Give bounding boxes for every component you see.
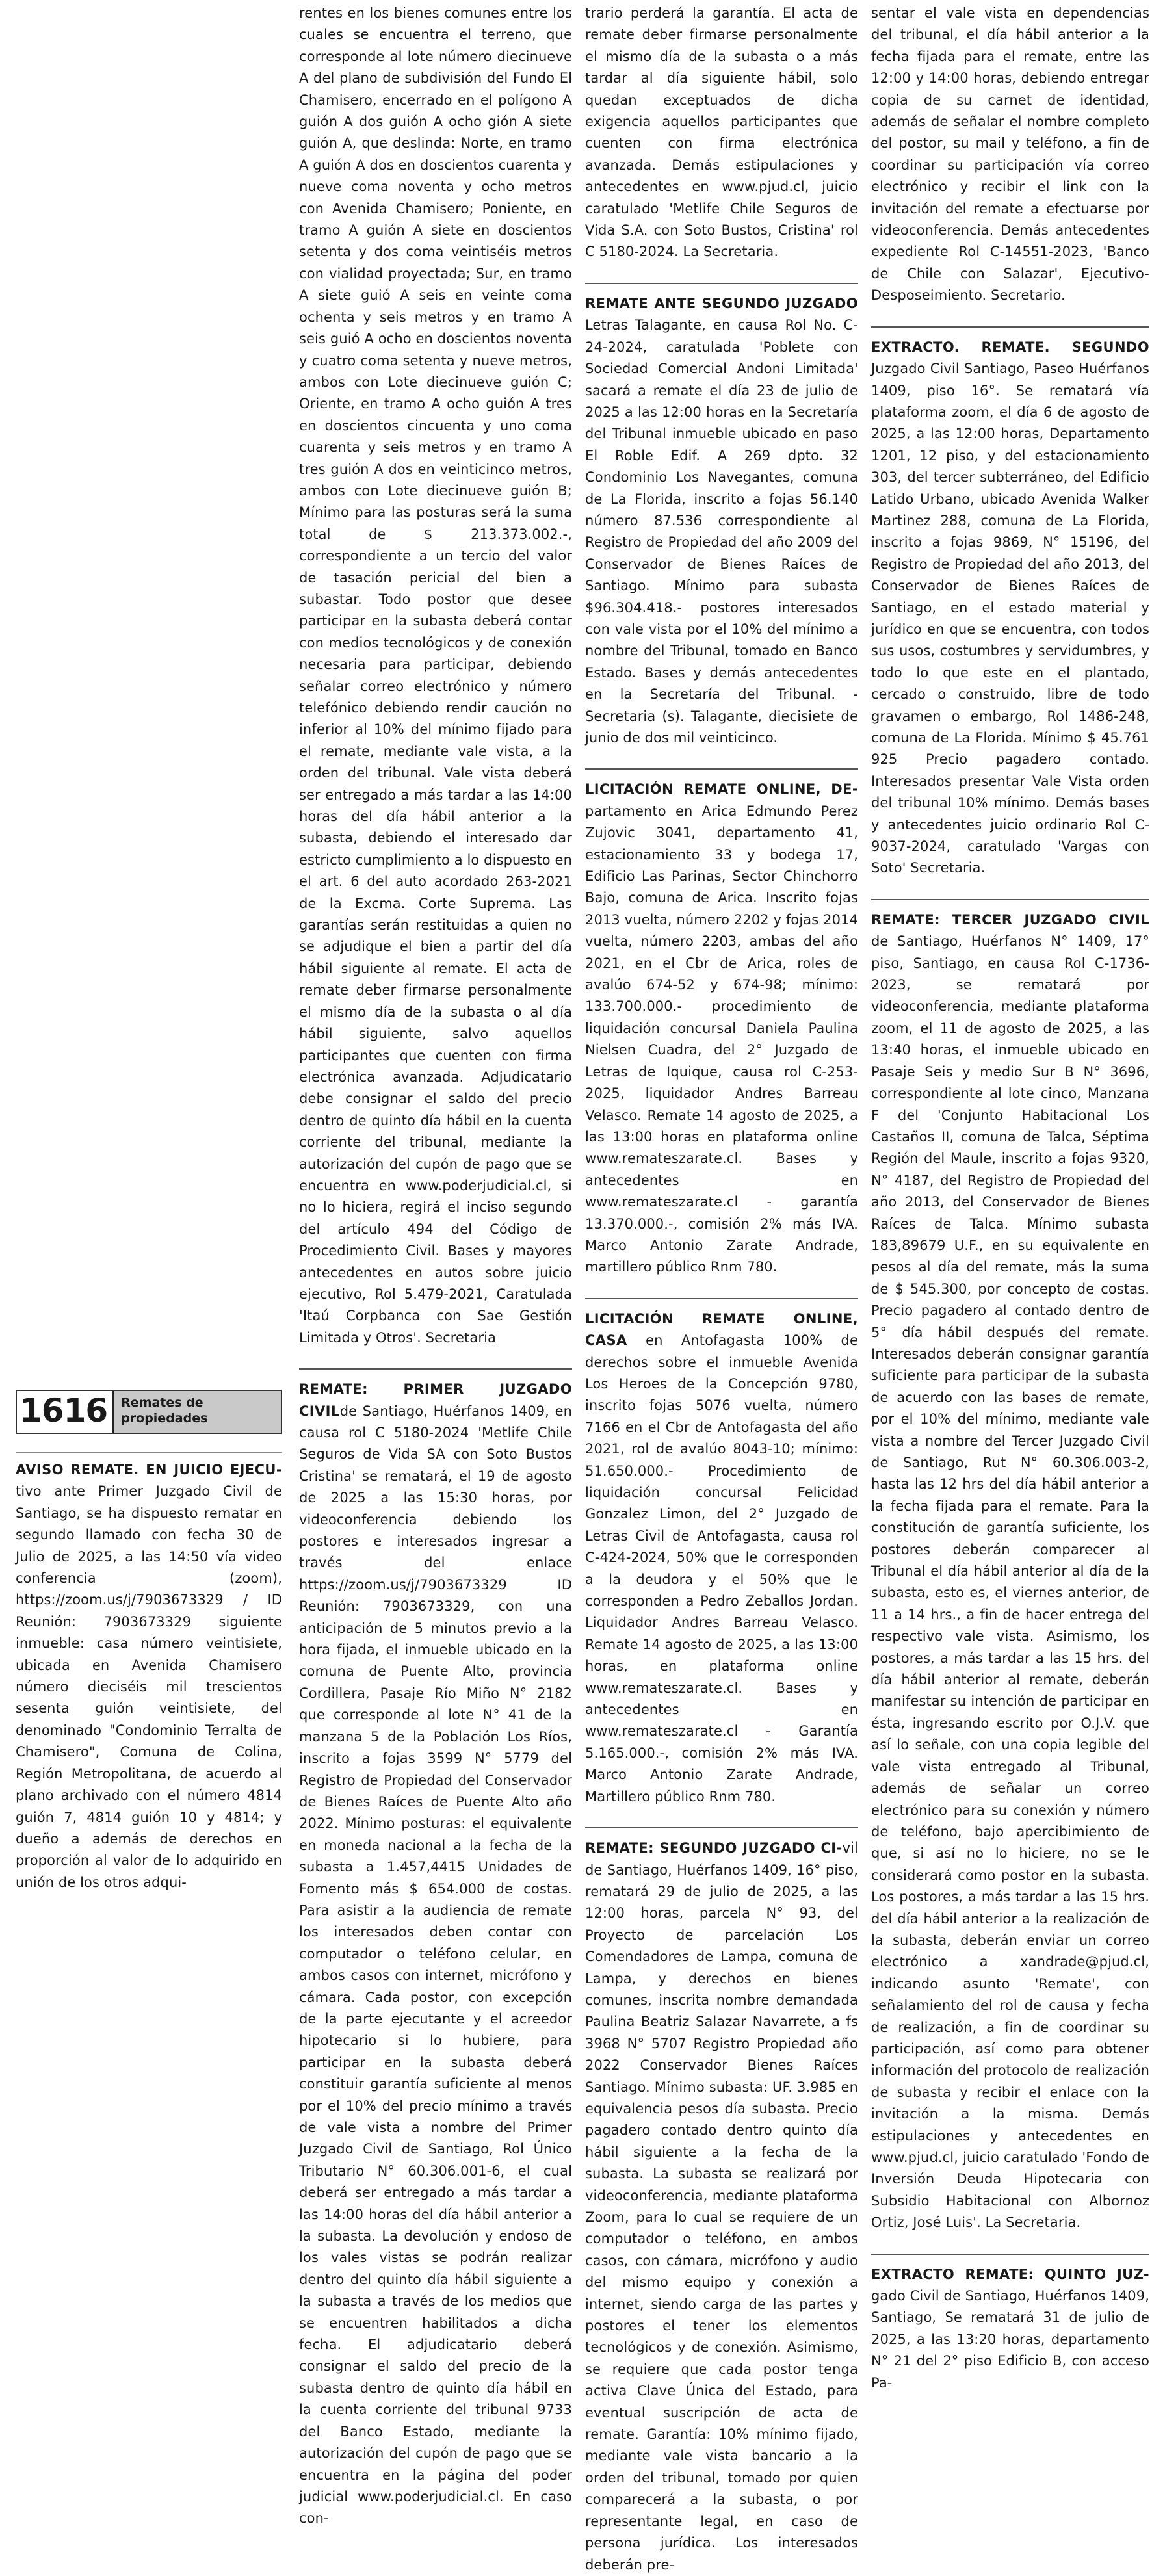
- section-tag: [16, 1390, 282, 1434]
- divider: [585, 1827, 858, 1828]
- notice: [585, 1838, 858, 2576]
- section-label: Remates de propiedades: [114, 1391, 281, 1433]
- notice: [871, 3, 1149, 307]
- notice-body: trario perderá la garantía. El acta de remate deber firmarse personalmente el mismo día de la subasta o a más tardar al día siguiente hábil, solo quedan exceptuados de dicha exigencia aquellos participantes que cuenten con firma electrónica avanzada. Demás estipulaciones y antecedentes en www.pjud.cl, juicio caratulado 'Metlife Chile Seguros de Vida S.A. con Soto Bustos, Cristina' rol C 5180-2024. La Secretaria.: [585, 5, 858, 260]
- notice-body: rentes en los bienes comunes entre los cuales se encuentra el terreno, que corresponde al lote número diecinueve A del plano de subdivisión del Fundo El Chamisero, encerrado en el polígono A guión A dos guión A ocho gión A siete guión A, que deslinda: Norte, en tramo A guión A dos en doscientos cuarenta y nueve coma noventa y ocho metros con Avenida Chamisero; Poniente, en tramo A guión A siete en doscientos setenta y dos coma veintiséis metros con vialidad proyectada; Sur, en tramo A siete guió A seis en veinte coma ochenta y seis metros y en tramo A seis guió A ocho en doscientos noventa y cuatro coma setenta y nueve metros, ambos con Lote diecinueve guión C; Oriente, en tramo A ocho guión A tres en doscientos cincuenta y uno coma cuarenta y seis metros y en tramo A tres guión A dos en veinticinco metros, ambos con Lote diecinueve guión B; Mínimo para las posturas será la suma total de $ 213.373.002.-, correspondiente a un tercio del valor de tasación pericial del bien a subastar. Todo postor que desee participar en la subasta deberá contar con medios tecnológicos y de conexión necesaria para participar, debiendo señalar correo electrónico y número telefónico debiendo rendir caución no inferior al 10% del mínimo fijado para el remate, mediante vale vista, a la orden del tribunal. Vale vista deberá ser entregado a más tardar a las 14:00 horas del día hábil anterior a la subasta, debiendo el interesado dar estricto cumplimiento a lo dispuesto en el art. 6 del auto acordado 263-2021 de la Excma. Corte Suprema. Las garantías serán restituidas a quien no se adjudique el bien a partir del día hábil siguiente al remate. El acta de remate deber firmarse personalmente el mismo día de la subasta o al día hábil siguiente, salvo aquellos participantes que cuenten con firma electrónica avanzada. Adjudicatario debe consignar el saldo del precio dentro de quinto día hábil en la cuenta corriente del tribunal, mediante la autorización del cupón de pago que se encuentra en www.poderjudicial.cl, si no lo hiciera, regirá el inciso segundo del artículo 494 del Código de Procedimiento Civil. Bases y mayores antecedentes en autos sobre juicio ejecutivo, Rol 5.479-2021, Caratulada 'Itaú Corpbanca con Sae Gestión Limitada y Otros'. Secretaria: [299, 5, 572, 1346]
- notice-lead: LICITACIÓN REMATE ONLINE, CASA: [585, 1310, 858, 1349]
- column-4: [871, 3, 1149, 2394]
- section-number: 1616: [17, 1391, 114, 1433]
- column-3: [585, 3, 858, 2576]
- divider: [585, 283, 858, 284]
- notice-body: de Santiago, Huérfanos N° 1409, 17° piso, Santiago, en causa Rol C-1736-2023, se rematará por videoconferencia, mediante plataforma zoom, el 11 de agosto de 2025, a las 13:40 horas, el inmueble ubicado en Pasaje Seis y medio Sur B N° 3696, correspondiente al lote cinco, Manzana F del 'Conjunto Habitacional Los Castaños II, comuna de Talca, Séptima Región del Maule, inscrito a fojas 9320, N° 4187, del Registro de Propiedad del año 2013, del Conservador de Bienes Raíces de Talca. Mínimo subasta 183,89679 U.F., en su equivalente en pesos al día del remate, más la suma de $ 545.300, por concepto de costas. Precio pagadero al contado dentro de 5° día hábil después del remate. Interesados deberán consignar garantía suficiente para participar de la subasta de acuerdo con las bases de remate, por el 10% del mínimo, mediante vale vista a nombre del Tercer Juzgado Civil de Santiago, Rut N° 60.306.003-2, hasta las 12 hrs del día hábil anterior a la fecha fijada para el remate. Para la constitución de garantía suficiente, los postores deberán comparecer al Tribunal el día hábil anterior al día de la subasta, esto es, el viernes anterior, de 11 a 14 hrs., a fin de hacer entrega del respectivo vale vista. Asimismo, los postores, a más tardar a las 15 hrs. del día hábil anterior al remate, deberán manifestar su intención de participar en ésta, ingresando escrito por O.J.V. que así lo señale, con una copia legible del vale vista entregado al Tribunal, además de señalar un correo electrónico para su conexión y número de teléfono, bajo apercibimiento de que, si así no lo hiciere, no se le considerará como postor en la subasta. Los postores, a más tardar a las 15 hrs. del día hábil anterior a la realización de la subasta, deberán enviar un correo electrónico a xandrade@pjud.cl, indicando asunto 'Remate', con señalamiento del rol de causa y fecha de realización, a fin de coordinar su participación, así como para obtener información del protocolo de realización de subasta y recibir el enlace con la invitación a la misma. Demás estipulaciones y antecedentes en www.pjud.cl, juicio caratulado 'Fondo de Inversión Deuda Hipotecaria con Subsidio Habitacional con Albornoz Ortiz, José Luis'. La Secretaria.: [871, 933, 1149, 2231]
- notice: [585, 779, 858, 1278]
- divider: [585, 1298, 858, 1299]
- divider: [871, 2254, 1149, 2255]
- divider: [871, 899, 1149, 900]
- notice-lead: LICITACIÓN REMATE ONLINE, DE-: [585, 781, 858, 798]
- column-2: [299, 3, 572, 2530]
- notice-lead: REMATE: SEGUNDO JUZGADO CI-: [585, 1840, 843, 1856]
- notice-body: vil de Santiago, Huérfanos 1409, 16° piso, rematará 29 de julio de 2025, a las 12:00 horas, parcela N° 93, del Proyecto de parcelación Los Comendadores de Lampa, comuna de Lampa, y derechos en bienes comunes, inscrita nombre demandada Paulina Beatriz Salazar Navarrete, a fs 3968 N° 5707 Registro Propiedad año 2022 Conservador Bienes Raíces Santiago. Mínimo subasta: UF. 3.985 en equivalencia pesos día subasta. Precio pagadero contado dentro quinto día hábil siguiente a la fecha de la subasta. La subasta se realizará por videoconferencia, mediante plataforma Zoom, para lo cual se requiere de un computador o teléfono, en ambos casos, con cámara, micrófono y audio del mismo equipo y conexión a internet, siendo carga de las partes y postores el tener los elementos tecnológicos y de conexión. Asimismo, se requiere que cada postor tenga activa Clave Única del Estado, para eventual suscripción de acta de remate. Garantía: 10% mínimo fijado, mediante vale vista bancario a la orden del tribunal, tomado por quien comparecerá a la subasta, o por representante legal, en caso de persona jurídica. Los interesados deberán pre-: [585, 1840, 858, 2573]
- notice-body: sentar el vale vista en dependencias del tribunal, el día hábil anterior a la fecha fijada para el remate, entre las 12:00 y 14:00 horas, debiendo entregar copia de su carnet de identidad, además de señalar el nombre completo del postor, su mail y teléfono, a fin de coordinar su participación vía correo electrónico y recibir el link con la invitación del remate a efectuarse por videoconferencia. Demás antecedentes expediente Rol C-14551-2023, 'Banco de Chile con Salazar', Ejecutivo- Desposeimiento. Secretario.: [871, 5, 1149, 304]
- divider: [585, 768, 858, 770]
- notice-body: Letras Talagante, en causa Rol No. C-24-2024, caratulada 'Poblete con Sociedad Comercial Andoni Limitada' sacará a remate el día 23 de julio de 2025 a las 12:00 horas en la Secretaría del Tribunal inmueble ubicado en paso El Roble Edif. A 269 dpto. 32 Condominio Los Navegantes, comuna de La Florida, inscrito a fojas 56.140 número 87.536 correspondiente al Registro de Propiedad del año 2009 del Conservador de Bienes Raíces de Santiago. Mínimo para subasta $96.304.418.- postores interesados con vale vista por el 10% del mínimo a nombre del Tribunal, tomado en Banco Estado. Bases y demás antecedentes en la Secretaría del Tribunal. - Secretaria (s). Talagante, diecisiete de junio de dos mil veinticinco.: [585, 317, 858, 746]
- notice-body: partamento en Arica Edmundo Perez Zujovic 3041, departamento 41, estacionamiento 33 y bodega 17, Edificio Las Parinas, Sector Chinchorro Bajo, comuna de Arica. Inscrito fojas 2013 vuelta, número 2202 y fojas 2014 vuelta, número 2203, ambas del año 2021, en el Cbr de Arica, roles de avalúo 674-52 y 674-98; mínimo: 133.700.000.- procedimiento de liquidación concursal Daniela Paulina Nielsen Cuadra, del 2° Juzgado de Letras de Iquique, causa rol C-253-2025, liquidador Andres Barreau Velasco. Remate 14 agosto de 2025, a las 13:00 horas en plataforma online www.remateszarate.cl. Bases y antecedentes en www.remateszarate.cl - garantía 13.370.000.-, comisión 2% más IVA. Marco Antonio Zarate Andrade, martillero público Rnm 780.: [585, 803, 858, 1275]
- notice-body: gado Civil de Santiago, Huérfanos 1409, Santiago, Se rematará 31 de julio de 2025, a las 13:20 horas, departamento N° 21 del 2° piso Edificio B, con acceso Pa-: [871, 2288, 1149, 2391]
- notice: [299, 3, 572, 1349]
- notice-lead: EXTRACTO REMATE: QUINTO JUZ-: [871, 2266, 1149, 2282]
- notice-lead: EXTRACTO. REMATE. SEGUNDO: [871, 339, 1149, 355]
- divider: [871, 326, 1149, 328]
- notice-body: Juzgado Civil Santiago, Paseo Huérfanos 1409, piso 16°. Se rematará vía plataforma zoom, el día 6 de agosto de 2025, a las 12:00 horas, Departamento 1201, 12 piso, y del estacionamiento 303, del tercer subterráneo, del Edificio Latido Urbano, ubicado Avenida Walker Martinez 288, comuna de La Florida, inscrito a fojas 9869, N° 15196, del Registro de Propiedad del año 2013, del Conservador de Bienes Raíces de Santiago, en el estado material y jurídico en que se encuentra, con todos sus usos, costumbres y servidumbres, y todo lo que este en el plantado, cercado o construido, libre de todo gravamen o embargo, Rol 1486-248, comuna de La Florida. Mínimo $ 45.761 925 Precio pagadero contado. Interesados presentar Vale Vista orden del tribunal 10% mínimo. Demás bases y antecedentes juicio ordinario Rol C-9037-2024, caratulado 'Vargas con Soto' Secretaria.: [871, 361, 1149, 876]
- notice: [871, 2264, 1149, 2394]
- notice-lead: REMATE ANTE SEGUNDO JUZGADO: [585, 295, 858, 311]
- notice-lead: REMATE: TERCER JUZGADO CIVIL: [871, 911, 1149, 928]
- notice-body: de Santiago, Huérfanos 1409, en causa rol C 5180-2024 'Metlife Chile Seguros de Vida SA con Soto Bustos Cristina' se rematará, el 19 de agosto de 2025 a las 15:30 horas, por videoconferencia debiendo los postores e interesados ingresar a través del enlace https://zoom.us/j/7903673329 ID Reunión: 7903673329, con una anticipación de 5 minutos previo a la hora fijada, el inmueble ubicado en la comuna de Puente Alto, provincia Cordillera, Pasaje Río Miño N° 2182 que corresponde al lote N° 41 de la manzana 5 de la Población Los Ríos, inscrito a fojas 3599 N° 5779 del Registro de Propiedad del Conservador de Bienes Raíces de Puente Alto año 2022. Mínimo posturas: el equivalente en moneda nacional a la fecha de la subasta a 1.457,4415 Unidades de Fomento más $ 654.000 de costas. Para asistir a la audiencia de remate los interesados deben contar con computador o teléfono celular, en ambos casos con internet, micrófono y cámara. Cada postor, con excepción de la parte ejecutante y el acreedor hipotecario si lo hubiere, para participar en la subasta deberá constituir garantía suficiente al menos por el 10% del precio mínimo a través de vale vista a nombre del Primer Juzgado Civil de Santiago, Rol Único Tributario N° 60.306.001-6, el cual deberá ser entregado a más tardar a las 14:00 horas del día hábil anterior a la subasta. La devolución y endoso de los vales vistas se podrán realizar dentro del quinto día hábil siguiente a la subasta a través de los medios que se encuentren habilitados a dicha fecha. El adjudicatario deberá consignar el saldo del precio de la subasta dentro de quinto día hábil en la cuenta corriente del tribunal 9733 del Banco Estado, mediante la autorización del cupón de pago que se encuentra en la página del poder judicial www.poderjudicial.cl. En caso con-: [299, 1403, 572, 2527]
- notice: [585, 1308, 858, 1808]
- divider: [299, 1368, 572, 1370]
- notice-body: tivo ante Primer Juzgado Civil de Santiago, se ha dispuesto rematar en segundo llamado con fecha 30 de Julio de 2025, a las 14:50 vía video conferencia (zoom), https://zoom.us/j/7903673329 / ID Reunión: 7903673329 siguiente inmueble: casa número veintisiete, ubicada en Avenida Chamisero número dieciséis mil trescientos sesenta guión veintisiete, del denominado "Condominio Terralta de Chamisero", Comuna de Colina, Región Metropolitana, de acuerdo al plano archivado con el número 4814 guión 7, 4814 guión 10 y 4814; y dueño a además de derechos en proporción al valor de lo adquirido en unión de los otros adqui-: [16, 1483, 282, 1890]
- notice: [871, 909, 1149, 2234]
- notice-lead: REMATE: PRIMER JUZGADO CIVIL: [299, 1381, 572, 1419]
- divider: [16, 1452, 282, 1453]
- column-1: [16, 1390, 282, 1893]
- notice-lead: AVISO REMATE. EN JUICIO EJECU-: [16, 1462, 282, 1477]
- notice: [871, 337, 1149, 879]
- notice-body: en Antofagasta 100% de derechos sobre el inmueble Avenida Los Heroes de la Concepción 9780, inscrito fojas 5076 vuelta, número 7166 en el Cbr de Antofagasta del año 2021, rol de avalúo 8043-10; mínimo: 51.650.000.- Procedimiento de liquidación concursal Felicidad Gonzalez Limon, del 2° Juzgado de Letras Civil de Antofagasta, causa rol C-424-2024, 50% que le corresponden a la deudora y el 50% que le corresponden a Pedro Zeballos Jordan. Liquidador Andres Barreau Velasco. Remate 14 agosto de 2025, a las 13:00 horas, en plataforma online www.remateszarate.cl. Bases y antecedentes en www.remateszarate.cl - Garantía 5.165.000.-, comisión 2% más IVA. Marco Antonio Zarate Andrade, Martillero público Rnm 780.: [585, 1333, 858, 1804]
- notice: [585, 3, 858, 263]
- notice: [585, 293, 858, 749]
- notice: [299, 1379, 572, 2530]
- notice: [16, 1459, 282, 1893]
